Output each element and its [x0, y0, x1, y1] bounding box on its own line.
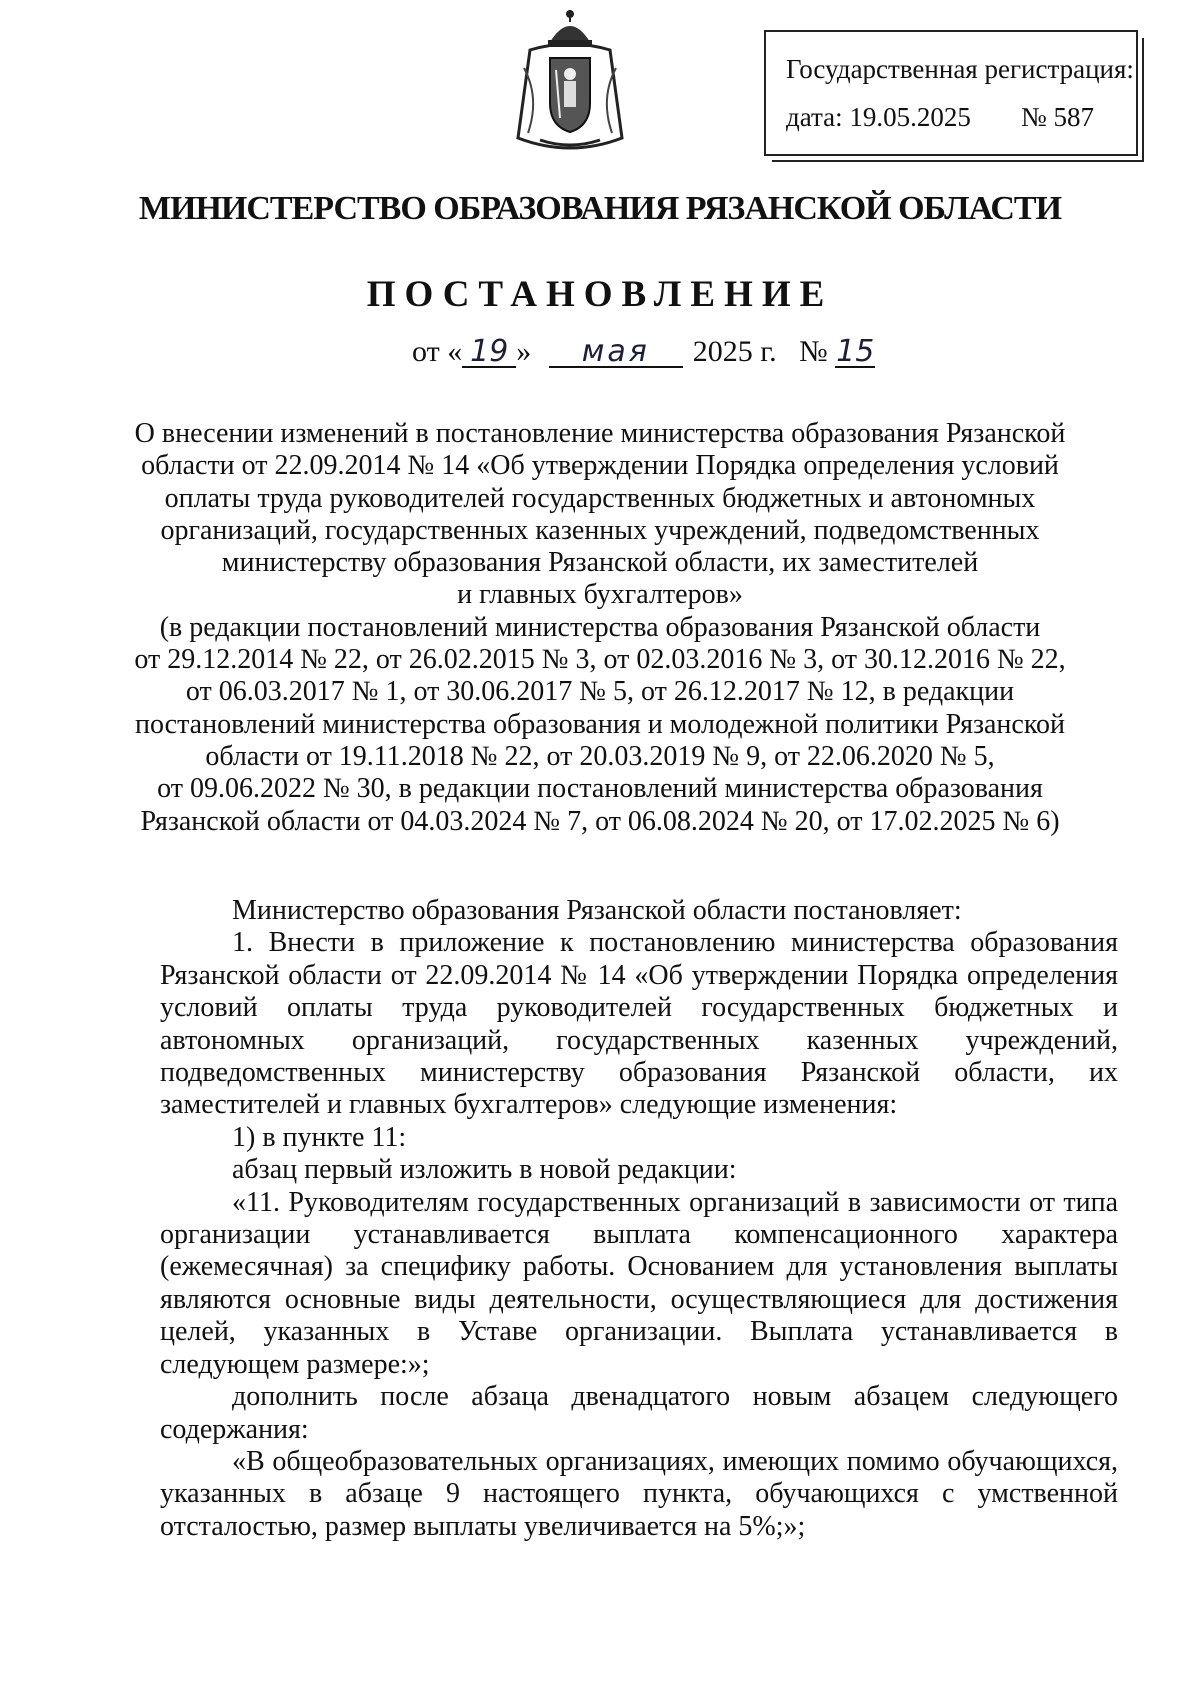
registration-date: дата: 19.05.2025	[786, 102, 971, 132]
registration-stamp	[764, 30, 1138, 156]
body-paragraph: 1. Внести в приложение к постановлению министерства образования Рязанской области от 22.09.2014 № 14 «Об утверждении Порядка определения условий оплаты труда руководителей государственных бюджетных и автономных организаций, государственных казенных учреждений, подведомственных министерству образования Рязанской области, их заместителей и главных бухгалтеров» следующие изменения:	[160, 927, 1118, 1121]
body-paragraph: Министерство образования Рязанской области постановляет:	[232, 895, 962, 926]
document-type: ПОСТАНОВЛЕНИЕ	[366, 274, 834, 315]
title-line: Рязанской области от 04.03.2024 № 7, от 06.08.2024 № 20, от 17.02.2025 № 6)	[140, 805, 1060, 837]
coat-of-arms-icon	[510, 8, 630, 158]
number-label: №	[799, 335, 828, 368]
registration-number: № 587	[1021, 102, 1095, 132]
body-paragraph: абзац первый изложить в новой редакции:	[232, 1154, 737, 1186]
date-mid: »	[516, 335, 532, 368]
handwritten-month: мая	[549, 338, 683, 368]
registration-title: Государственная регистрация:	[786, 54, 1134, 84]
date-prefix: от «	[412, 335, 463, 368]
document-title	[120, 418, 1080, 838]
title-line: оплаты труда руководителей государственных бюджетных и автономных	[164, 482, 1036, 514]
date-year: 2025 г.	[692, 335, 777, 368]
title-line: постановлений министерства образования и молодежной политики Рязанской	[134, 708, 1066, 740]
title-line: организаций, государственных казенных учреждений, подведомственных	[160, 514, 1040, 546]
body-paragraph: «11. Руководителям государственных организаций в зависимости от типа организации устанавливается выплата компенсационного характера (ежемесячная) за специфику работы. Основанием для установления выплаты являются основные виды деятельности, осуществляющиеся для достижения целей, указанных в Уставе организации. Выплата устанавливается в следующем размере:»;	[160, 1186, 1118, 1380]
title-line: области от 22.09.2014 № 14 «Об утверждении Порядка определения условий	[141, 450, 1059, 482]
handwritten-day: 19	[462, 338, 516, 368]
handwritten-number: 15	[836, 334, 875, 369]
title-line: от 06.03.2017 № 1, от 30.06.2017 № 5, от 26.12.2017 № 12, в редакции	[185, 676, 1015, 708]
title-line: от 09.06.2022 № 30, в редакции постановлений министерства образования	[157, 773, 1043, 805]
ministry-name: МИНИСТЕРСТВО ОБРАЗОВАНИЯ РЯЗАНСКОЙ ОБЛАСТИ	[138, 190, 1062, 227]
title-line: министерству образования Рязанской области, их заместителей	[221, 547, 979, 579]
title-line: от 29.12.2014 № 22, от 26.02.2015 № 3, от 02.03.2016 № 3, от 30.12.2016 № 22,	[134, 644, 1066, 676]
title-line: (в редакции постановлений министерства образования Рязанской области	[159, 611, 1041, 643]
body-paragraph: 1) в пункте 11:	[232, 1121, 407, 1153]
title-line: области от 19.11.2018 № 22, от 20.03.2019 № 9, от 22.06.2020 № 5,	[205, 740, 995, 772]
document-body	[160, 895, 1118, 1543]
body-paragraph: «В общеобразовательных организациях, имеющих помимо обучающихся, указанных в абзаце 9 настоящего пункта, обучающихся с умственной отсталостью, размер выплаты увеличивается на 5%;»;	[160, 1445, 1118, 1542]
date-line	[412, 335, 875, 369]
title-line: О внесении изменений в постановление министерства образования Рязанской	[134, 418, 1066, 449]
title-line: и главных бухгалтеров»	[457, 579, 743, 611]
body-paragraph: дополнить после абзаца двенадцатого новым абзацем следующего содержания:	[160, 1381, 1118, 1445]
